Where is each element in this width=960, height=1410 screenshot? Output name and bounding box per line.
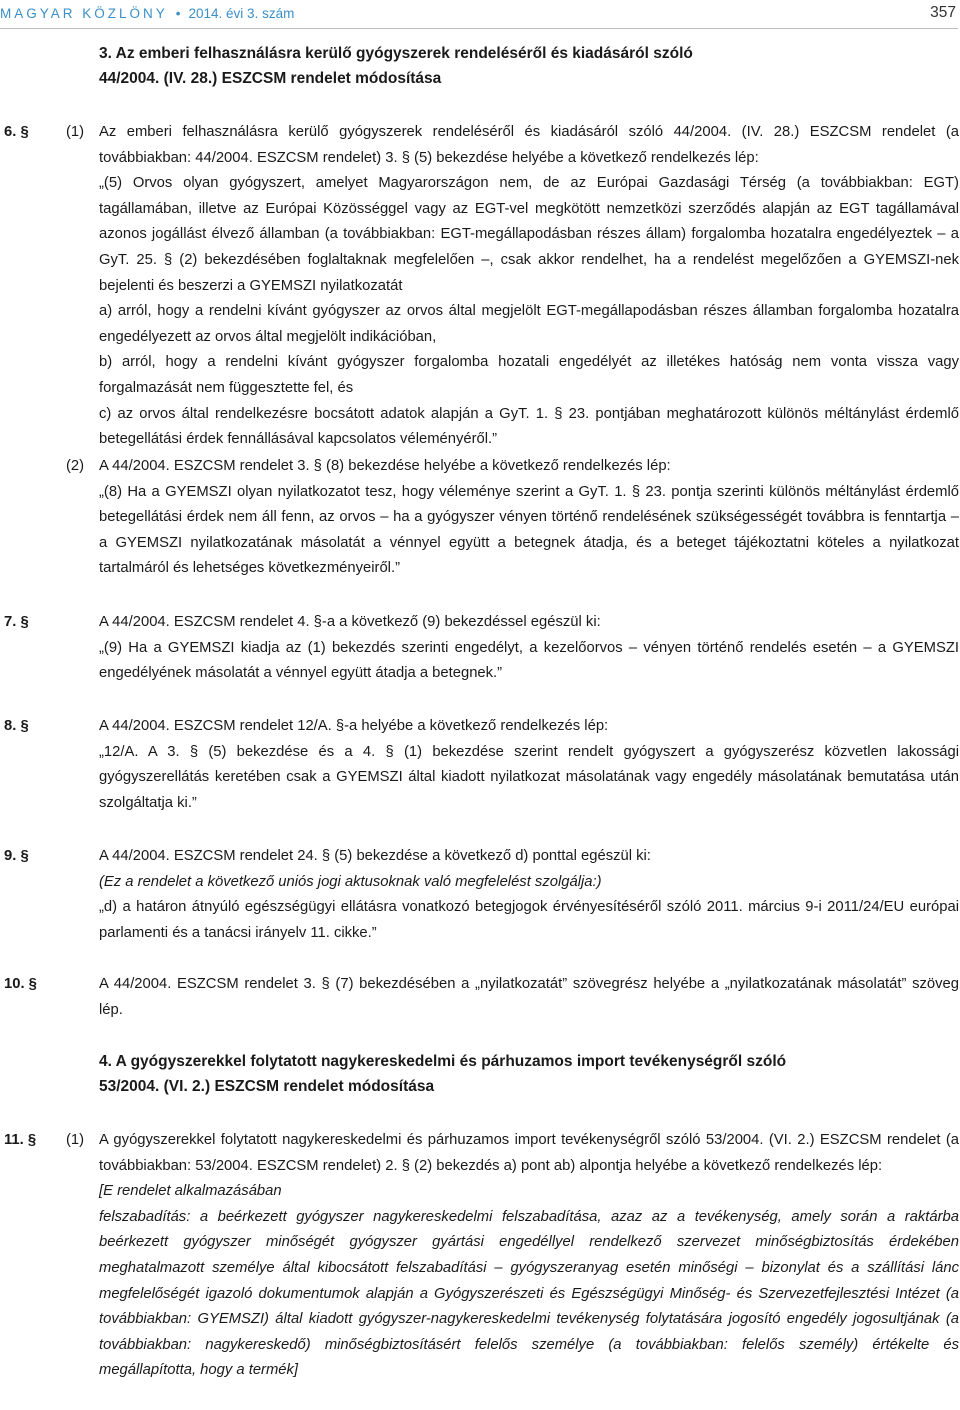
- paragraph-8-text: A 44/2004. ESZCSM rendelet 12/A. §-a helyébe a következő rendelkezés lép:: [99, 718, 609, 734]
- paragraph-8-number: 8. §: [4, 718, 29, 734]
- paragraph-7-quote: „(9) Ha a GYEMSZI kiadja az (1) bekezdés szerinti engedélyt, a kezelőorvos – vényen történő rendelés esetén – a GYEMSZI engedélyének másolatát a vénnyel együtt átadja a betegnek.”: [99, 639, 959, 682]
- paragraph-6-text: Az emberi felhasználásra kerülő gyógyszerek rendeléséről és kiadásáról szóló 44/2004. (IV. 28.) ESZCSM rendelet (a továbbiakban: 44/2004. ESZCSM rendelet) 3. § (5) bekezdése helyébe a következő rendelkezés lép:: [99, 124, 959, 166]
- paragraph-6-2-quote: „(8) Ha a GYEMSZI olyan nyilatkozatot tesz, hogy véleménye szerint a GyT. 1. § 23. pontja szerinti különös méltánylást érdemlő betegellátási érdek nem áll fenn, az orvos – ha a gyógyszer vényen történő rendelésének szükségességét továbbra is fenntartja – a GYEMSZI nyilatkozatának másolatát a vénnyel együtt a betegnek átadja, és a beteget tájékoztatni köteles a nyilatkozat tartalmáról és lehetséges következményeiről.”: [99, 483, 959, 577]
- paragraph-10-number: 10. §: [4, 976, 37, 992]
- paragraph-9-note: (Ez a rendelet a következő uniós jogi aktusoknak való megfelelést szolgálja:): [99, 873, 602, 890]
- section-3-title-line2: 44/2004. (IV. 28.) ESZCSM rendelet módosítása: [99, 69, 442, 87]
- paragraph-6-sub-1: (1): [66, 124, 85, 140]
- paragraph-6-2-text: A 44/2004. ESZCSM rendelet 3. § (8) bekezdése helyébe a következő rendelkezés lép:: [99, 458, 671, 474]
- paragraph-10-body: [99, 972, 959, 1023]
- paragraph-11-sub-1: (1): [66, 1132, 85, 1148]
- header-divider: [0, 28, 958, 29]
- paragraph-6-body-2: [99, 454, 959, 582]
- paragraph-11-context: [E rendelet alkalmazásában: [99, 1183, 282, 1200]
- section-4-title: [99, 1050, 919, 1099]
- paragraph-9-quote: „d) a határon átnyúló egészségügyi ellátásra vonatkozó betegjogok érvényesítéséről szóló 2011. március 9-i 2011/24/EU európai parlamenti és a tanácsi irányelv 11. cikke.”: [99, 899, 959, 941]
- paragraph-6-point-b: b) arról, hogy a rendelni kívánt gyógyszer forgalomba hozatali engedélyét az illetékes hatóság nem vonta vissza vagy forgalmazását nem függesztette fel, és: [99, 354, 959, 396]
- paragraph-6-number: 6. §: [4, 124, 29, 140]
- paragraph-11-text: A gyógyszerekkel folytatott nagykereskedelmi és párhuzamos import tevékenységről szóló 53/2004. (VI. 2.) ESZCSM rendelet (a továbbiakban: 53/2004. ESZCSM rendelet) 2. § (2) bekezdés a) pont ab) alpontja helyébe a következő rendelkezés lép:: [99, 1132, 959, 1174]
- paragraph-8-body: [99, 714, 959, 816]
- paragraph-8-quote: „12/A. A 3. § (5) bekezdése és a 4. § (1) bekezdése szerint rendelt gyógyszert a gyógyszerész közvetlen lakossági gyógyszerellátás keretében csak a GYEMSZI által kiadott nyilatkozat másolatának vagy engedély másolatának bemutatása után szolgáltatja ki.”: [99, 743, 959, 811]
- paragraph-7-text: A 44/2004. ESZCSM rendelet 4. §-a a következő (9) bekezdéssel egészül ki:: [99, 614, 601, 630]
- paragraph-11-number: 11. §: [4, 1132, 37, 1148]
- paragraph-7-number: 7. §: [4, 614, 29, 630]
- paragraph-6-body-1: [99, 120, 959, 453]
- section-4-title-line2: 53/2004. (VI. 2.) ESZCSM rendelet módosítása: [99, 1077, 435, 1095]
- section-3-title-line1: 3. Az emberi felhasználásra kerülő gyógyszerek rendeléséről és kiadásáról szóló: [99, 45, 693, 62]
- paragraph-11-definition: felszabadítás: a beérkezett gyógyszer nagykereskedelmi felszabadítása, azaz az a tevékenység, amely során a raktárba beérkezett gyógyszer minőségét gyógyszer gyártási engedéllyel rendelkező szervezet minőségbiztosítás érdekében meghatalmazott személye által kibocsátott felszabadítási – gyógyszeranyag esetén minőségi – bizonylat és a szállítási lánc megfelelőségét igazoló dokumentumok alapján a Gyógyszerészeti és Egészségügyi Minőség- és Szervezetfejlesztési Intézet (a továbbiakban: GYEMSZI) által kiadott gyógyszer-nagykereskedelmi tevékenység folytatására jogosító engedély jogosultjának (a továbbiakban: nagykereskedő) minőségbiztosításért felelős személye (a továbbiakban: felelős személy) értékelte és megállapította, hogy a termék]: [99, 1208, 959, 1379]
- page-number: 357: [930, 4, 956, 21]
- paragraph-9-body: [99, 844, 959, 946]
- issue-label: 2014. évi 3. szám: [188, 6, 295, 21]
- paragraph-7-body: [99, 610, 959, 687]
- running-header: [0, 4, 958, 26]
- paragraph-9-number: 9. §: [4, 848, 29, 864]
- section-3-title: [99, 42, 919, 91]
- header-bullet: •: [175, 6, 181, 21]
- paragraph-10-text: A 44/2004. ESZCSM rendelet 3. § (7) bekezdésében a „nyilatkozatát” szövegrész helyébe a „nyilatkozatának másolatát” szöveg lép.: [99, 976, 959, 1018]
- journal-title: MAGYAR KÖZLÖNY: [0, 6, 168, 21]
- paragraph-11-body: [99, 1128, 959, 1384]
- paragraph-6-point-a: a) arról, hogy a rendelni kívánt gyógyszer az orvos által megjelölt EGT-megállapodásban részes államban forgalomba hozatalra engedélyezett az orvos által megjelölt indikációban,: [99, 303, 959, 345]
- section-4-title-line1: 4. A gyógyszerekkel folytatott nagykereskedelmi és párhuzamos import tevékenységről szóló: [99, 1053, 787, 1070]
- paragraph-6-quote: „(5) Orvos olyan gyógyszert, amelyet Magyarországon nem, de az Európai Gazdasági Térség (a továbbiakban: EGT) tagállamában, illetve az Európai Közösséggel vagy az EGT-vel megkötött nemzetközi szerződés alapján az EGT tagállamával azonos jogállást élvező államban (a továbbiakban: EGT-megállapodásban részes állam) forgalomba hozatalra engedélyeztek – a GyT. 25. § (2) bekezdésében foglaltaknak megfelelően –, csak akkor rendelhet, ha a rendelést megelőzően a GYEMSZI-nek bejelenti és beszerzi a GYEMSZI nyilatkozatát: [99, 175, 959, 294]
- journal-name: [0, 6, 294, 21]
- paragraph-6-sub-2: (2): [66, 458, 85, 474]
- paragraph-9-text: A 44/2004. ESZCSM rendelet 24. § (5) bekezdése a következő d) ponttal egészül ki:: [99, 848, 651, 864]
- paragraph-6-point-c: c) az orvos által rendelkezésre bocsátott adatok alapján a GyT. 1. § 23. pontjában meghatározott különös méltánylást érdemlő betegellátási érdek fennállásával kapcsolatos véleményéről.”: [99, 405, 959, 448]
